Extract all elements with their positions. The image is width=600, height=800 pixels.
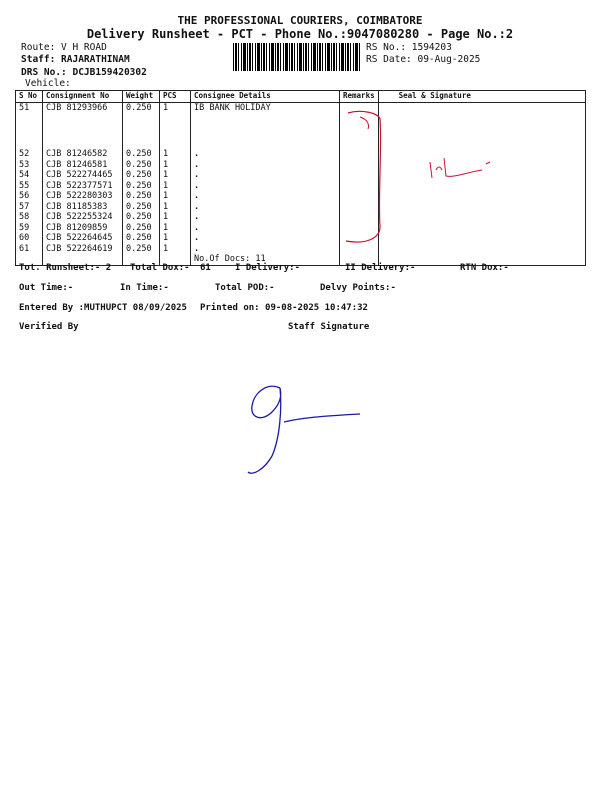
col-consignment: Consignment No [43,91,123,103]
table-header-row [16,91,586,103]
rs-date: RS Date: 09-Aug-2025 [366,54,481,65]
col-seal-signature: Seal & Signature [378,91,585,103]
row-weight: 0.250 [123,244,160,255]
remark-bracket-mark [340,107,390,247]
row-sno: 60 [16,233,43,244]
table-row [16,212,586,223]
row-sno: 59 [16,223,43,234]
row-seal-signature [378,223,585,234]
row-pcs: 1 [160,149,191,160]
row-consignee-details: . [191,160,340,171]
row-weight: 0.250 [123,160,160,171]
row-seal-signature [378,212,585,223]
rs-number: RS No.: 1594203 [366,42,452,53]
barcode [233,43,361,71]
runsheet-subtitle: Delivery Runsheet - PCT - Phone No.:9047080280 - Page No.:2 [86,27,514,41]
row-weight: 0.250 [123,223,160,234]
row-seal-signature [378,191,585,202]
row-pcs: 1 [160,233,191,244]
row-consignment-no: CJB 522264645 [43,233,123,244]
total-dox-value: 61 [200,263,211,273]
runsheet-table [15,90,586,266]
table-row [16,223,586,234]
total-pod: Total POD:- [215,283,275,293]
col-remarks: Remarks [340,91,379,103]
row-pcs: 1 [160,160,191,171]
company-title: THE PROFESSIONAL COURIERS, COIMBATORE [177,14,423,27]
row-weight: 0.250 [123,181,160,192]
row-consignee-details: . [191,223,340,234]
table-row [16,160,586,171]
row-consignment-no: CJB 81246581 [43,160,123,171]
row-pcs: 1 [160,170,191,181]
row-seal-signature [378,244,585,255]
row-weight: 0.250 [123,202,160,213]
row-consignment-no: CJB 522274465 [43,170,123,181]
col-pcs: PCS [160,91,191,103]
row-consignment-no: CJB 522264619 [43,244,123,255]
row-weight: 0.250 [123,170,160,181]
row-consignment-no: CJB 522255324 [43,212,123,223]
row-weight: 0.250 [123,233,160,244]
row-sno: 57 [16,202,43,213]
col-consignee: Consignee Details [191,91,340,103]
row-consignee-details: . [191,202,340,213]
row-pcs: 1 [160,212,191,223]
table-row [16,103,586,150]
row-sno: 55 [16,181,43,192]
delvy-points: Delvy Points:- [320,283,396,293]
remark-initials-mark [420,150,500,190]
row-sno: 61 [16,244,43,255]
row-consignee-details: . [191,149,340,160]
row-consignment-no: CJB 522280303 [43,191,123,202]
i-delivery: I Delivery:- [235,263,301,273]
row-consignment-no: CJB 81293966 [43,103,123,150]
row-sno: 52 [16,149,43,160]
total-dox-label: Total Dox:- [130,263,190,273]
row-consignment-no: CJB 81246582 [43,149,123,160]
entered-by: Entered By :MUTHUPCT 08/09/2025 [19,303,187,313]
in-time: In Time:- [120,283,169,293]
vehicle-label: Vehicle: [25,78,71,89]
row-consignment-no: CJB 81185383 [43,202,123,213]
row-sno: 58 [16,212,43,223]
row-weight: 0.250 [123,149,160,160]
row-pcs: 1 [160,181,191,192]
staff-signature-label: Staff Signature [288,322,370,332]
row-weight: 0.250 [123,191,160,202]
route-label: Route: V H ROAD [21,42,107,53]
row-seal-signature [378,233,585,244]
table-row [16,233,586,244]
row-consignment-no: CJB 81209859 [43,223,123,234]
rtn-dox: RTN Dox:- [460,263,509,273]
printed-on: Printed on: 09-08-2025 10:47:32 [200,303,368,313]
row-consignee-details: . [191,170,340,181]
tot-runsheet: Tot. Runsheet:- 2 [19,263,112,273]
row-weight: 0.250 [123,212,160,223]
table-row [16,244,586,255]
row-consignee-details: IB BANK HOLIDAY [191,103,340,150]
ii-delivery: II Delivery:- [345,263,416,273]
row-seal-signature [378,103,585,150]
doc-count: No.Of Docs: 11 [191,254,340,266]
row-sno: 54 [16,170,43,181]
row-consignee-details: . [191,212,340,223]
row-sno: 51 [16,103,43,150]
row-weight: 0.250 [123,103,160,150]
col-weight: Weight [123,91,160,103]
row-consignee-details: . [191,244,340,255]
table-row [16,181,586,192]
row-consignee-details: . [191,191,340,202]
col-sno: S No [16,91,43,103]
table-row [16,202,586,213]
row-consignee-details: . [191,233,340,244]
table-row [16,149,586,160]
staff-signature-mark [240,378,370,478]
staff-label: Staff: RAJARATHINAM [21,54,130,65]
row-sno: 56 [16,191,43,202]
out-time: Out Time:- [19,283,74,293]
verified-by: Verified By [19,322,79,332]
row-pcs: 1 [160,223,191,234]
row-consignee-details: . [191,181,340,192]
table-row [16,191,586,202]
row-pcs: 1 [160,202,191,213]
row-consignment-no: CJB 522377571 [43,181,123,192]
drs-number: DRS No.: DCJB159420302 [21,67,147,78]
table-row [16,170,586,181]
row-seal-signature [378,202,585,213]
row-pcs: 1 [160,244,191,255]
row-sno: 53 [16,160,43,171]
row-pcs: 1 [160,191,191,202]
row-pcs: 1 [160,103,191,150]
